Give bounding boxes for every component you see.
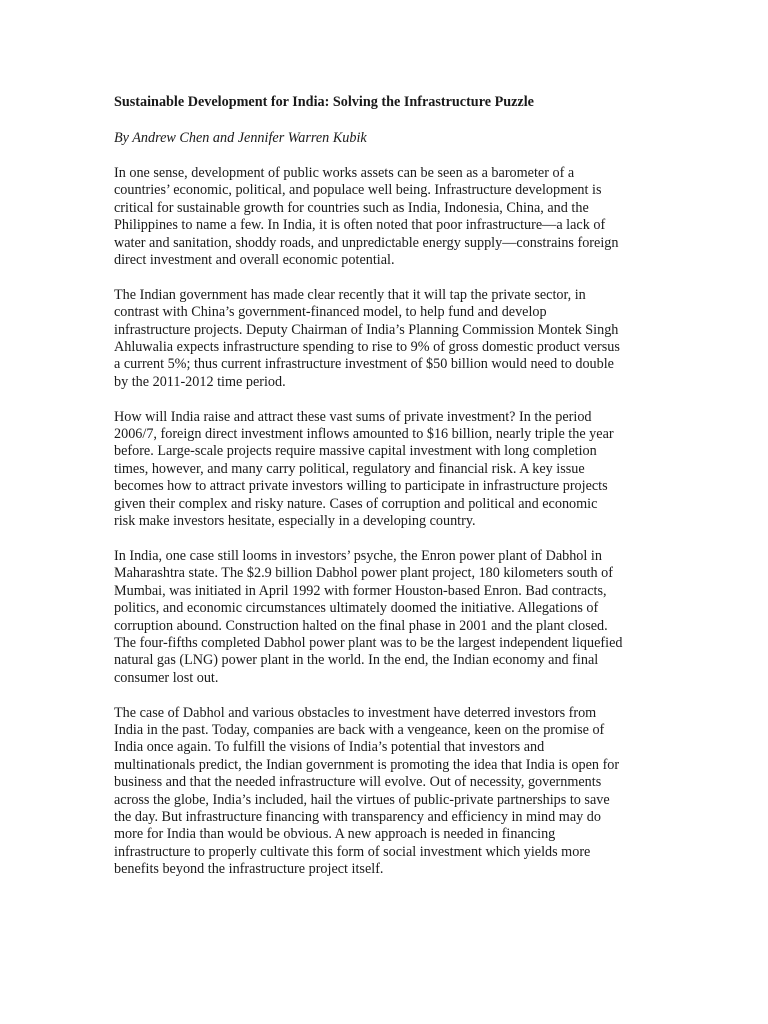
- paragraph-line: In India, one case still looms in investors’ psyche, the Enron power plant of Dabhol in: [114, 547, 602, 564]
- document-byline: By Andrew Chen and Jennifer Warren Kubik: [114, 130, 367, 146]
- paragraph: [114, 165, 688, 269]
- paragraph-line: times, however, and many carry political, regulatory and financial risk. A key issue: [114, 460, 585, 477]
- paragraph-line: before. Large-scale projects require massive capital investment with long completion: [114, 443, 597, 460]
- paragraph-line: India in the past. Today, companies are back with a vengeance, keen on the promise of: [114, 721, 605, 738]
- paragraph-line: water and sanitation, shoddy roads, and unpredictable energy supply—constrains foreign: [114, 234, 619, 251]
- paragraph-line: The case of Dabhol and various obstacles to investment have deterred investors from: [114, 704, 597, 721]
- paragraph-line: India once again. To fulfill the visions of India’s potential that investors and: [114, 739, 545, 756]
- paragraph-line: across the globe, India’s included, hail the virtues of public-private partnerships to save: [114, 791, 610, 808]
- paragraph: [114, 705, 688, 879]
- paragraph-line: benefits beyond the infrastructure project itself.: [114, 861, 384, 878]
- paragraph: [114, 409, 688, 531]
- paragraph-line: The Indian government has made clear recently that it will tap the private sector, in: [114, 286, 586, 303]
- paragraph-line: Philippines to name a few. In India, it is often noted that poor infrastructure—a lack of: [114, 217, 606, 234]
- paragraph-line: multinationals predict, the Indian government is promoting the idea that India is open for: [114, 756, 620, 773]
- paragraph-line: infrastructure to properly cultivate this form of social investment which yields more: [114, 843, 591, 860]
- paragraph-line: more for India than would be obvious. A new approach is needed in financing: [114, 826, 556, 843]
- paragraph-line: risk make investors hesitate, especially in a developing country.: [114, 513, 476, 530]
- paragraph-line: corruption abound. Construction halted on the final phase in 2001 and the plant closed.: [114, 617, 608, 634]
- paragraph-line: Maharashtra state. The $2.9 billion Dabhol power plant project, 180 kilometers south of: [114, 565, 613, 582]
- paragraph-line: given their complex and risky nature. Cases of corruption and political and economic: [114, 495, 598, 512]
- paragraph-line: natural gas (LNG) power plant in the world. In the end, the Indian economy and final: [114, 652, 599, 669]
- paragraph-line: Mumbai, was initiated in April 1992 with former Houston-based Enron. Bad contracts,: [114, 582, 607, 599]
- paragraph-line: by the 2011-2012 time period.: [114, 373, 286, 390]
- paragraph-line: contrast with China’s government-financed model, to help fund and develop: [114, 304, 547, 321]
- paragraph-line: In one sense, development of public works assets can be seen as a barometer of a: [114, 165, 575, 181]
- paragraph-line: the day. But infrastructure financing with transparency and efficiency in mind may do: [114, 808, 601, 825]
- paragraph-line: The four-fifths completed Dabhol power plant was to be the largest independent liquefied: [114, 634, 623, 651]
- document-title: Sustainable Development for India: Solving the Infrastructure Puzzle: [114, 94, 534, 110]
- paragraph-line: business and that the needed infrastructure will evolve. Out of necessity, governments: [114, 774, 602, 791]
- paragraph-line: How will India raise and attract these vast sums of private investment? In the period: [114, 408, 592, 425]
- document-body: [114, 165, 688, 879]
- paragraph-line: politics, and economic circumstances ultimately doomed the initiative. Allegations of: [114, 600, 599, 617]
- paragraph-line: infrastructure projects. Deputy Chairman of India’s Planning Commission Montek Singh: [114, 321, 619, 338]
- paragraph-line: direct investment and overall economic potential.: [114, 252, 395, 269]
- paragraph-line: 2006/7, foreign direct investment inflows amounted to $16 billion, nearly triple the year: [114, 426, 614, 443]
- paragraph: [114, 287, 688, 391]
- paragraph-line: a current 5%; thus current infrastructure investment of $50 billion would need to double: [114, 356, 614, 373]
- paragraph-line: countries’ economic, political, and populace well being. Infrastructure development is: [114, 182, 602, 199]
- paragraph-line: becomes how to attract private investors willing to participate in infrastructure projects: [114, 478, 608, 495]
- paragraph-line: Ahluwalia expects infrastructure spending to rise to 9% of gross domestic product versus: [114, 339, 620, 356]
- paragraph-line: consumer lost out.: [114, 669, 219, 686]
- paragraph: [114, 548, 688, 687]
- paragraph-line: critical for sustainable growth for countries such as India, Indonesia, China, and the: [114, 199, 589, 216]
